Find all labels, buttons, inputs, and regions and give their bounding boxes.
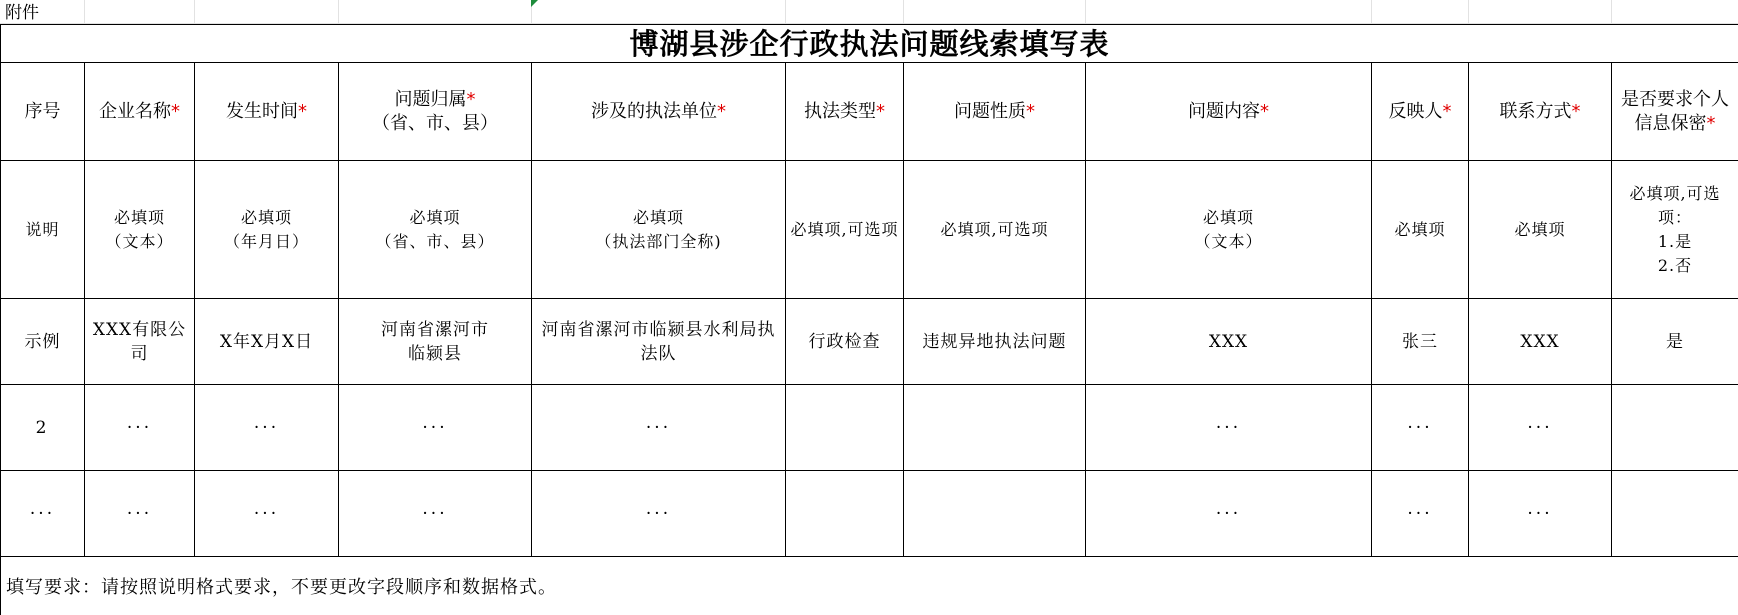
description-cell[interactable]: 必填项 <box>1372 161 1469 299</box>
column-header-2 <box>195 63 339 161</box>
data-row-cell[interactable] <box>904 471 1086 557</box>
description-cell[interactable]: 必填项 <box>1469 161 1612 299</box>
example-cell[interactable]: XXX <box>1086 299 1372 385</box>
data-row-cell[interactable]: ··· <box>85 471 195 557</box>
column-header-label: 反映人 <box>1388 100 1443 122</box>
data-row-cell[interactable]: ··· <box>1372 385 1469 471</box>
column-header-7 <box>1086 63 1372 161</box>
table-row <box>1 385 1738 471</box>
data-row-cell[interactable] <box>786 385 904 471</box>
selected-cell-marker <box>531 0 538 7</box>
data-row-cell[interactable]: ··· <box>1086 471 1372 557</box>
column-header-9 <box>1469 63 1612 161</box>
required-asterisk: * <box>466 88 476 110</box>
required-asterisk: * <box>1260 100 1269 122</box>
column-header-label: 联系方式 <box>1499 100 1572 122</box>
data-row-cell[interactable] <box>904 385 1086 471</box>
column-header-label: 执法类型 <box>804 100 876 122</box>
required-asterisk: * <box>298 100 307 122</box>
required-asterisk: * <box>1442 100 1452 122</box>
column-header-label: 序号 <box>24 100 61 122</box>
table-row <box>1 471 1738 557</box>
attachment-label: 附件 <box>5 3 39 23</box>
description-cell[interactable]: 必填项 （文本） <box>85 161 195 299</box>
data-row-cell[interactable] <box>1612 471 1738 557</box>
data-row-label: 2 <box>1 385 85 471</box>
example-cell[interactable]: 张三 <box>1372 299 1469 385</box>
column-header-label: 企业名称 <box>99 100 171 122</box>
description-cell[interactable]: 必填项 （执法部门全称) <box>532 161 786 299</box>
example-cell[interactable]: 河南省漯河市临颍县水利局执法队 <box>532 299 786 385</box>
example-cell[interactable]: 河南省漯河市 临颍县 <box>339 299 532 385</box>
description-cell[interactable]: 必填项 （文本） <box>1086 161 1372 299</box>
column-header-0 <box>1 63 85 161</box>
description-label: 说明 <box>1 161 85 299</box>
example-label: 示例 <box>1 299 85 385</box>
description-cell[interactable]: 必填项,可选项： 1.是 2.否 <box>1612 161 1738 299</box>
example-cell[interactable]: XXX <box>1469 299 1612 385</box>
data-row-cell[interactable] <box>786 471 904 557</box>
example-cell[interactable]: 违规异地执法问题 <box>904 299 1086 385</box>
data-row-cell[interactable]: ··· <box>532 471 786 557</box>
description-row <box>1 161 1738 299</box>
header-row <box>1 63 1738 161</box>
example-row <box>1 299 1738 385</box>
example-cell[interactable]: X年X月X日 <box>195 299 339 385</box>
fill-requirements-note: 填写要求：请按照说明格式要求，不要更改字段顺序和数据格式。 <box>1 557 1738 615</box>
data-row-cell[interactable]: ··· <box>532 385 786 471</box>
data-row-cell[interactable] <box>1612 385 1738 471</box>
required-asterisk: * <box>1026 100 1035 122</box>
description-cell[interactable]: 必填项 （年月日） <box>195 161 339 299</box>
data-row-cell[interactable]: ··· <box>1372 471 1469 557</box>
attachment-row <box>0 0 1738 24</box>
required-asterisk: * <box>1706 112 1716 134</box>
data-row-cell[interactable]: ··· <box>339 385 532 471</box>
data-row-cell[interactable]: ··· <box>339 471 532 557</box>
description-cell[interactable]: 必填项,可选项 <box>904 161 1086 299</box>
column-header-8 <box>1372 63 1469 161</box>
description-cell[interactable]: 必填项,可选项 <box>786 161 904 299</box>
data-row-cell[interactable]: ··· <box>1469 471 1612 557</box>
data-row-cell[interactable]: ··· <box>195 471 339 557</box>
column-header-3 <box>339 63 532 161</box>
description-cell[interactable]: 必填项 （省、市、县） <box>339 161 532 299</box>
required-asterisk: * <box>717 100 726 122</box>
column-header-1 <box>85 63 195 161</box>
column-header-6 <box>904 63 1086 161</box>
data-row-cell[interactable]: ··· <box>85 385 195 471</box>
column-header-label: 是否要求个人信息保密 <box>1621 88 1730 134</box>
column-header-10 <box>1612 63 1738 161</box>
data-row-cell[interactable]: ··· <box>1086 385 1372 471</box>
column-header-label: 问题性质 <box>954 100 1026 122</box>
required-asterisk: * <box>1571 100 1581 122</box>
example-cell[interactable]: XXX有限公司 <box>85 299 195 385</box>
column-header-label: 问题内容 <box>1188 100 1260 122</box>
required-asterisk: * <box>876 100 885 122</box>
form-title: 博湖县涉企行政执法问题线索填写表 <box>1 25 1738 63</box>
column-header-5 <box>786 63 904 161</box>
data-row-cell[interactable]: ··· <box>1469 385 1612 471</box>
column-header-subtitle: （省、市、县） <box>372 112 498 134</box>
required-asterisk: * <box>171 100 180 122</box>
example-cell[interactable]: 是 <box>1612 299 1738 385</box>
data-row-cell[interactable]: ··· <box>195 385 339 471</box>
data-row-label: ··· <box>1 471 85 557</box>
clue-form-table <box>0 24 1738 615</box>
column-header-label: 涉及的执法单位 <box>591 100 717 122</box>
column-header-label: 问题归属 <box>394 88 467 110</box>
column-header-4 <box>532 63 786 161</box>
example-cell[interactable]: 行政检查 <box>786 299 904 385</box>
column-header-label: 发生时间 <box>226 100 298 122</box>
